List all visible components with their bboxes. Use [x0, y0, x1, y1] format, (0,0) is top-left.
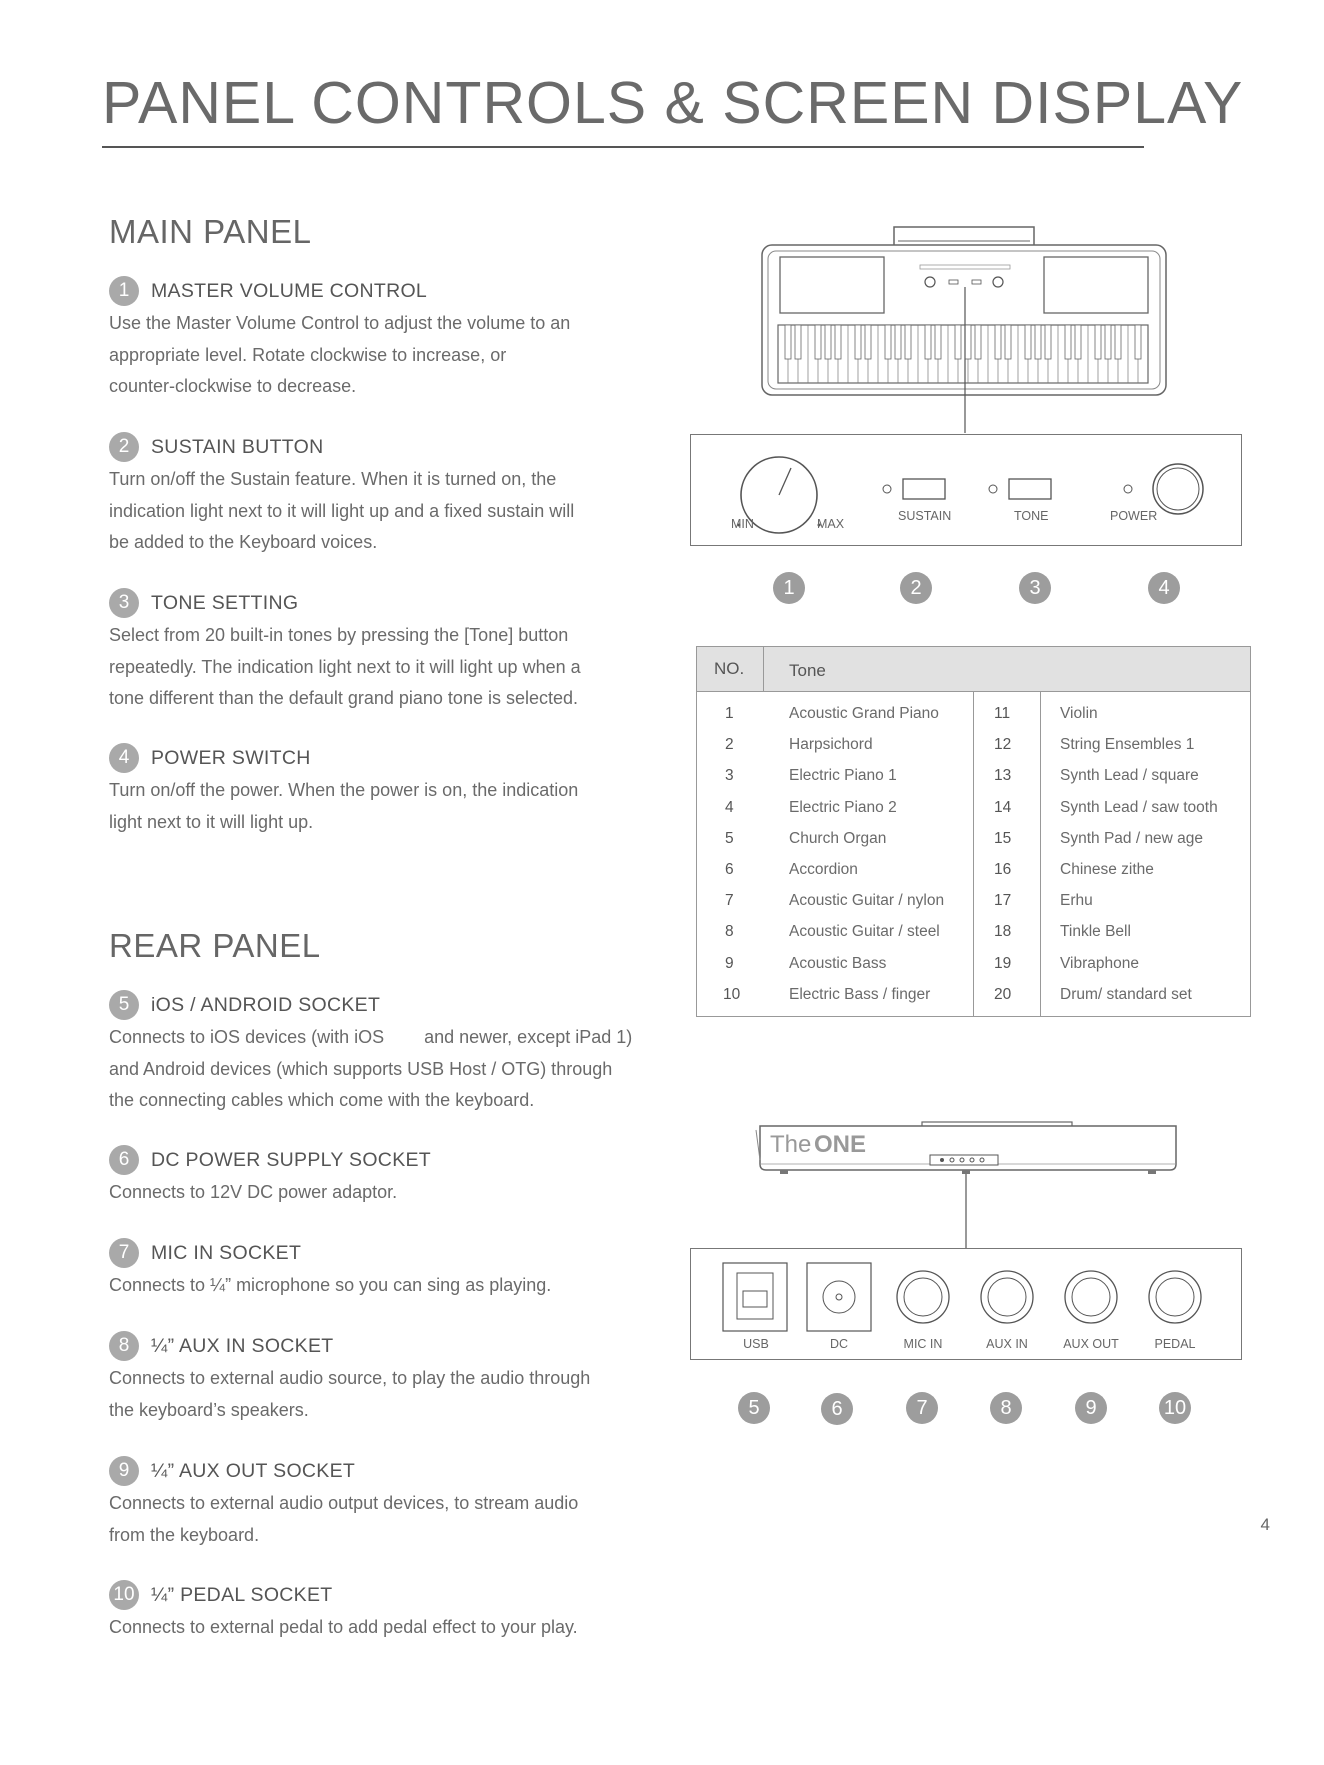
item-tone-setting: [109, 588, 669, 715]
tone-number: 20: [994, 985, 1012, 1003]
tone-name: Electric Bass / finger: [789, 985, 931, 1003]
tone-number: 3: [725, 767, 734, 785]
desc-line: counter-clockwise to decrease.: [109, 376, 357, 396]
item-number-badge: 7: [109, 1238, 139, 1268]
black-key: [1045, 325, 1051, 359]
callout-badge-1: 1: [773, 572, 805, 604]
black-key: [825, 325, 831, 359]
item-title: MASTER VOLUME CONTROL: [151, 279, 428, 302]
desc-line: and Android devices (which supports USB Host / OTG) through: [109, 1058, 613, 1079]
desc-line: Turn on/off the power. When the power is on, the indication: [109, 780, 579, 800]
desc-line: Connects to external audio output devices, to stream audio: [109, 1493, 579, 1513]
callout-badge-8: 8: [990, 1392, 1022, 1424]
tone-name: Erhu: [1060, 892, 1093, 910]
brand-bold: ONE: [814, 1131, 867, 1158]
port-label-dc: DC: [829, 1337, 849, 1351]
black-key: [935, 325, 941, 359]
desc-line: Use the Master Volume Control to adjust the volume to an: [109, 313, 571, 333]
tone-number: 2: [725, 736, 734, 754]
port-label-pedal: PEDAL: [1154, 1337, 1196, 1351]
tone-table: [696, 646, 1251, 1017]
label-power: POWER: [1110, 509, 1158, 523]
desc-line: indication light next to it will light up and a fixed sustain will: [109, 500, 575, 521]
black-key: [1105, 325, 1111, 359]
item-description: [109, 1488, 669, 1551]
item-dc-power-socket: [109, 1145, 669, 1209]
tone-number: 6: [725, 861, 734, 878]
front-control-panel: [690, 434, 1242, 546]
black-key: [905, 325, 911, 359]
item-power-switch: [109, 743, 669, 838]
callout-badge-3: 3: [1019, 572, 1051, 604]
mic-in-jack[interactable]: [897, 1271, 949, 1323]
label-sustain: SUSTAIN: [898, 509, 952, 523]
item-sustain-button: [109, 432, 669, 559]
black-key: [975, 325, 981, 359]
power-button-shape[interactable]: [1153, 464, 1203, 514]
black-key: [1025, 325, 1031, 359]
tone-number: 8: [725, 923, 734, 941]
port-label-aux-out: AUX OUT: [1063, 1337, 1119, 1351]
desc-line: Connects to iOS devices (with iOS and newer, except iPad 1): [109, 1027, 633, 1047]
item-description: [109, 308, 669, 403]
tone-table-header: [697, 647, 1250, 692]
tone-name: Acoustic Guitar / steel: [789, 923, 940, 941]
tone-number: 11: [994, 705, 1011, 722]
item-description: [109, 1612, 669, 1644]
black-key: [865, 325, 871, 359]
dc-port[interactable]: [807, 1263, 871, 1331]
tone-number: 19: [994, 954, 1012, 972]
black-key: [1075, 325, 1081, 359]
label-tone: TONE: [1014, 509, 1049, 523]
tone-number: 16: [994, 861, 1012, 878]
pedal-jack[interactable]: [1149, 1271, 1201, 1323]
tone-name: Accordion: [789, 861, 858, 878]
aux-in-jack[interactable]: [981, 1271, 1033, 1323]
desc-line: Turn on/off the Sustain feature. When it is turned on, the: [109, 469, 557, 489]
item-description: [109, 464, 669, 559]
black-key: [835, 325, 841, 359]
item-description: [109, 1022, 709, 1117]
desc-line: repeatedly. The indication light next to it will light up when a: [109, 656, 581, 677]
black-key: [885, 325, 891, 359]
tone-number: 15: [994, 829, 1012, 847]
page-number: 4: [1260, 1515, 1270, 1534]
tone-name: Vibraphone: [1060, 954, 1140, 972]
rear-panel-heading: REAR PANEL: [109, 927, 321, 964]
tone-name: Violin: [1060, 705, 1098, 722]
rear-port-panel: [690, 1248, 1242, 1360]
item-title: ¼” PEDAL SOCKET: [151, 1583, 333, 1606]
item-pedal-socket: [109, 1580, 669, 1644]
black-key: [995, 325, 1001, 359]
tone-number: 4: [725, 798, 734, 816]
tone-name: Drum/ standard set: [1060, 985, 1192, 1003]
desc-line: appropriate level. Rotate clockwise to increase, or: [109, 344, 507, 365]
tone-name: Church Organ: [789, 829, 887, 847]
callout-badge-9: 9: [1075, 1392, 1107, 1424]
item-title: ¼” AUX IN SOCKET: [151, 1334, 334, 1357]
sustain-button-shape[interactable]: [903, 479, 945, 499]
port-label-usb: USB: [743, 1337, 769, 1351]
desc-line: Connects to ¼” microphone so you can sing as playing.: [109, 1275, 552, 1295]
port-label-mic-in: MIC IN: [903, 1337, 943, 1351]
item-master-volume: [109, 276, 669, 403]
keyboard-front-illustration: [760, 225, 1170, 435]
desc-line: the connecting cables which come with the keyboard.: [109, 1090, 535, 1110]
black-key: [1005, 325, 1011, 359]
tone-number: 9: [725, 954, 734, 972]
page-title: PANEL CONTROLS & SCREEN DISPLAY: [102, 70, 1244, 136]
tone-name: Synth Pad / new age: [1060, 829, 1204, 847]
item-number-badge: 5: [109, 990, 139, 1020]
item-number-badge: 1: [109, 276, 139, 306]
callout-badge-10: 10: [1159, 1392, 1191, 1424]
tone-number: 1: [725, 705, 734, 722]
desc-line: light next to it will light up.: [109, 811, 314, 832]
tone-button-shape[interactable]: [1009, 479, 1051, 499]
tone-number: 17: [994, 892, 1012, 910]
aux-out-jack[interactable]: [1065, 1271, 1117, 1323]
tone-number: 12: [994, 736, 1012, 754]
label-max: MAX: [817, 517, 845, 531]
callout-badge-7: 7: [906, 1392, 938, 1424]
tone-number: 5: [725, 829, 734, 847]
black-key: [785, 325, 791, 359]
black-key: [955, 325, 961, 359]
item-title: MIC IN SOCKET: [151, 1241, 302, 1264]
item-title: SUSTAIN BUTTON: [151, 435, 324, 458]
item-title: DC POWER SUPPLY SOCKET: [151, 1148, 432, 1171]
desc-line: Connects to 12V DC power adaptor.: [109, 1182, 398, 1202]
desc-line: be added to the Keyboard voices.: [109, 532, 378, 552]
item-description: [109, 1363, 669, 1426]
black-key: [1135, 325, 1141, 359]
main-panel-heading: MAIN PANEL: [109, 213, 312, 250]
tone-number: 7: [725, 892, 734, 910]
tone-number: 18: [994, 923, 1012, 941]
item-description: [109, 775, 669, 838]
black-key: [1115, 325, 1121, 359]
item-number-badge: 3: [109, 588, 139, 618]
item-description: [109, 1177, 669, 1209]
callout-badge-6: 6: [821, 1393, 853, 1425]
item-number-badge: 10: [109, 1580, 139, 1610]
tone-name: Synth Lead / square: [1060, 767, 1199, 785]
item-description: [109, 1270, 669, 1302]
tone-name: Acoustic Bass: [789, 954, 887, 972]
header-tone: Tone: [789, 661, 826, 680]
desc-line: Select from 20 built-in tones by pressing the [Tone] button: [109, 625, 569, 645]
tone-name: String Ensembles 1: [1060, 736, 1195, 754]
tone-name: Electric Piano 2: [789, 798, 897, 816]
item-title: TONE SETTING: [151, 591, 299, 614]
header-no: NO.: [714, 659, 745, 678]
item-description: [109, 620, 669, 715]
tone-name: Acoustic Grand Piano: [789, 705, 939, 722]
black-key: [895, 325, 901, 359]
item-aux-out-socket: [109, 1456, 669, 1551]
desc-line: tone different than the default grand piano tone is selected.: [109, 688, 579, 708]
desc-line: from the keyboard.: [109, 1524, 260, 1545]
callout-badge-4: 4: [1148, 572, 1180, 604]
item-title: ¼” AUX OUT SOCKET: [151, 1459, 356, 1482]
item-number-badge: 4: [109, 743, 139, 773]
callout-badge-2: 2: [900, 572, 932, 604]
item-aux-in-socket: [109, 1331, 669, 1426]
item-number-badge: 6: [109, 1145, 139, 1175]
item-title: POWER SWITCH: [151, 746, 311, 769]
tone-name: Tinkle Bell: [1060, 923, 1131, 941]
item-ios-android-socket: [109, 990, 709, 1117]
callout-badge-5: 5: [738, 1392, 770, 1424]
item-title: iOS / ANDROID SOCKET: [151, 993, 381, 1016]
black-key: [1065, 325, 1071, 359]
tone-name: Electric Piano 1: [789, 767, 897, 785]
black-key: [855, 325, 861, 359]
item-number-badge: 9: [109, 1456, 139, 1486]
brand-prefix: The: [770, 1131, 812, 1158]
tone-number: 14: [994, 798, 1012, 816]
black-key: [1095, 325, 1101, 359]
black-key: [815, 325, 821, 359]
port-label-aux-in: AUX IN: [986, 1337, 1028, 1351]
tone-name: Acoustic Guitar / nylon: [789, 892, 945, 910]
black-key: [1035, 325, 1041, 359]
desc-line: the keyboard’s speakers.: [109, 1399, 309, 1420]
label-min: MIN: [731, 517, 754, 531]
item-number-badge: 8: [109, 1331, 139, 1361]
desc-line: Connects to external pedal to add pedal effect to your play.: [109, 1617, 578, 1637]
black-key: [795, 325, 801, 359]
item-number-badge: 2: [109, 432, 139, 462]
black-key: [965, 325, 971, 359]
black-key: [925, 325, 931, 359]
tone-name: Synth Lead / saw tooth: [1060, 798, 1218, 816]
tone-name: Harpsichord: [789, 736, 873, 754]
tone-number: 13: [994, 767, 1012, 785]
title-divider: [102, 146, 1144, 148]
tone-number: 10: [723, 985, 741, 1003]
item-mic-in-socket: [109, 1238, 669, 1302]
desc-line: Connects to external audio source, to play the audio through: [109, 1368, 591, 1388]
tone-name: Chinese zithe: [1060, 861, 1154, 878]
